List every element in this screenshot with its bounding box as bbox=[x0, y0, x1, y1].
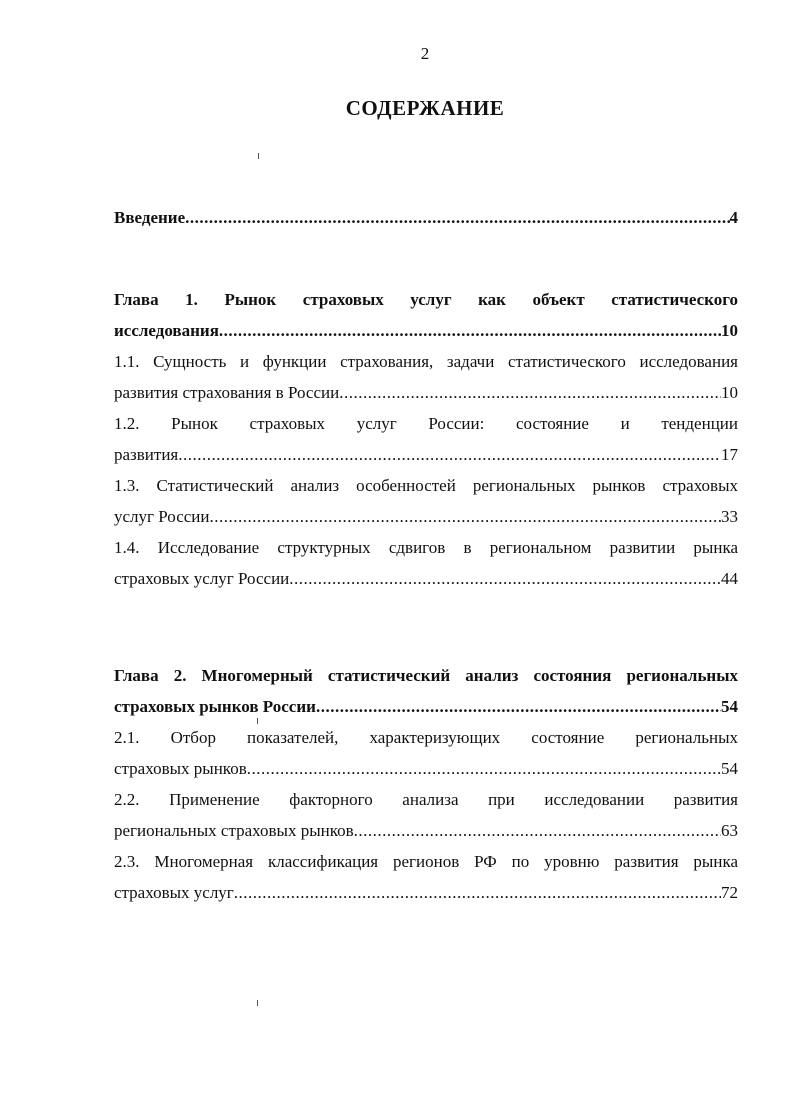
toc-page-number: 10 bbox=[721, 383, 738, 402]
toc-page-number: 63 bbox=[721, 821, 738, 840]
scan-speck bbox=[258, 153, 259, 159]
dot-leader bbox=[316, 691, 721, 722]
section-1-1-line2[interactable] bbox=[114, 377, 738, 408]
dot-leader bbox=[289, 563, 721, 594]
dot-leader bbox=[354, 815, 721, 846]
dot-leader bbox=[178, 439, 721, 470]
chapter-heading-line2[interactable] bbox=[114, 691, 738, 722]
toc-page-number: 10 bbox=[721, 321, 738, 340]
scan-speck bbox=[257, 1000, 258, 1006]
toc-page-number: 54 bbox=[721, 759, 738, 778]
chapter-heading-line1[interactable]: Глава 1. Рынок страховых услуг как объект статистического bbox=[114, 290, 738, 309]
section-2-2-line2[interactable] bbox=[114, 815, 738, 846]
dot-leader bbox=[247, 753, 721, 784]
section-1-3-line1[interactable]: 1.3. Статистический анализ особенностей региональных рынков страховых bbox=[114, 476, 738, 495]
page-title: СОДЕРЖАНИЕ bbox=[345, 96, 505, 120]
section-2-1-line1[interactable]: 2.1. Отбор показателей, характеризующих состояние региональных bbox=[114, 728, 738, 747]
section-1-4-line2[interactable] bbox=[114, 563, 738, 594]
section-1-1-line1[interactable]: 1.1. Сущность и функции страхования, задачи статистического исследования bbox=[114, 352, 738, 371]
dot-leader bbox=[339, 377, 721, 408]
toc-page-number: 17 bbox=[721, 445, 738, 464]
toc-intro bbox=[114, 202, 738, 233]
toc-page-number: 72 bbox=[721, 883, 738, 902]
toc-entry-intro[interactable] bbox=[114, 202, 738, 233]
toc-entry-label: развития bbox=[114, 445, 179, 464]
section-2-3-line1[interactable]: 2.3. Многомерная классификация регионов РФ по уровню развития рынка bbox=[114, 852, 738, 871]
dot-leader bbox=[219, 315, 721, 346]
toc-page-number: 4 bbox=[729, 208, 738, 227]
toc-chapter-1 bbox=[114, 284, 738, 594]
scan-speck bbox=[257, 718, 258, 724]
dot-leader bbox=[185, 202, 729, 233]
toc-entry-label: региональных страховых рынков bbox=[114, 821, 354, 840]
section-2-3-line2[interactable] bbox=[114, 877, 738, 908]
page-number: 2 bbox=[420, 44, 430, 63]
toc-entry-label: исследования bbox=[114, 321, 219, 340]
toc-entry-label: Введение bbox=[114, 208, 186, 227]
section-1-2-line1[interactable]: 1.2. Рынок страховых услуг России: состояние и тенденции bbox=[114, 414, 738, 433]
dot-leader bbox=[210, 501, 722, 532]
chapter-heading-line2[interactable] bbox=[114, 315, 738, 346]
toc-entry-label: страховых рынков bbox=[114, 759, 247, 778]
section-1-2-line2[interactable] bbox=[114, 439, 738, 470]
section-1-3-line2[interactable] bbox=[114, 501, 738, 532]
toc-chapter-2 bbox=[114, 660, 738, 908]
section-2-2-line1[interactable]: 2.2. Применение факторного анализа при исследовании развития bbox=[114, 790, 738, 809]
dot-leader bbox=[234, 877, 721, 908]
chapter-heading-line1[interactable]: Глава 2. Многомерный статистический анализ состояния региональных bbox=[114, 666, 738, 685]
toc-page-number: 33 bbox=[721, 507, 738, 526]
toc-entry-label: развития страхования в России bbox=[114, 383, 340, 402]
toc-entry-label: услуг России bbox=[114, 507, 210, 526]
toc-entry-label: страховых услуг России bbox=[114, 569, 290, 588]
section-2-1-line2[interactable] bbox=[114, 753, 738, 784]
toc-entry-label: страховых услуг bbox=[114, 883, 234, 902]
section-1-4-line1[interactable]: 1.4. Исследование структурных сдвигов в региональном развитии рынка bbox=[114, 538, 738, 557]
toc-entry-label: страховых рынков России bbox=[114, 697, 316, 716]
toc-page-number: 44 bbox=[721, 569, 738, 588]
toc-page-number: 54 bbox=[721, 697, 738, 716]
